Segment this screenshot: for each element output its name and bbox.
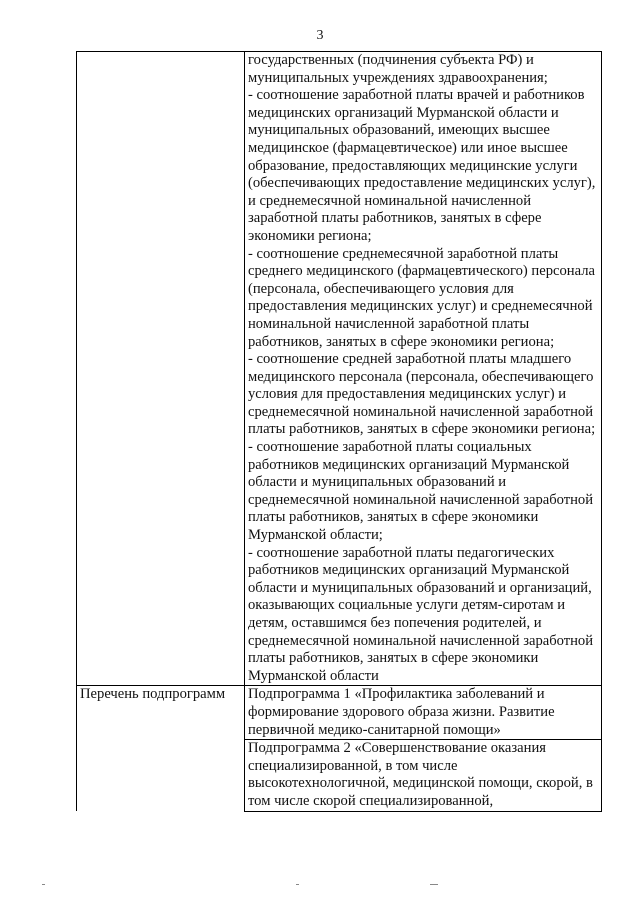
- paragraph: - соотношение заработной платы педагогических работников медицинских организаций Мурманской области и муниципальных образований и организаций, оказывающих социальные услуги детям-сиротам и детям, оставшимся без попечения родителей, и среднемесячной номинальной начисленной заработной платы работников, занятых в сфере экономики Мурманской области: [248, 544, 594, 684]
- scan-speck: [296, 884, 299, 885]
- paragraph: государственных (подчинения субъекта РФ) и муниципальных учреждениях здравоохранения;: [248, 52, 548, 86]
- row-content-cell: [245, 740, 602, 811]
- page-number: 3: [316, 28, 324, 43]
- paragraph: - соотношение заработной платы социальных работников медицинских организаций Мурманской области и муниципальных образований и среднемесячной номинальной начисленной заработной платы работников, занятых в сфере экономики Мурманской области;: [248, 439, 594, 544]
- paragraph: Подпрограмма 1 «Профилактика заболеваний и формирование здорового образа жизни. Развитие первичной медико-санитарной помощи»: [248, 686, 555, 738]
- row-content-cell: [245, 686, 602, 740]
- scan-speck: [430, 884, 438, 885]
- scan-speck: [42, 884, 45, 885]
- paragraph: Подпрограмма 2 «Совершенствование оказания специализированной, в том числе высокотехнологичной, медицинской помощи, скорой, в том числе скорой специализированной,: [248, 740, 593, 809]
- paragraph: - соотношение среднемесячной заработной платы среднего медицинского (фармацевтического) персонала (персонала, обеспечивающего условия для предоставления медицинских услуг) и среднемесячной номинальной начисленной заработной платы работников, занятых в сфере экономики региона;: [248, 245, 595, 350]
- scan-artifacts: [0, 884, 640, 894]
- row-content-cell: [245, 52, 602, 686]
- table-row: [77, 686, 602, 740]
- row-label-cell: [77, 52, 245, 686]
- passport-table: [76, 51, 602, 812]
- row-label-cell: Перечень подпрограмм: [77, 686, 245, 811]
- table-row: [77, 52, 602, 686]
- paragraph: - соотношение средней заработной платы младшего медицинского персонала (персонала, обеспечивающего условия для предоставления медицинских услуг) и среднемесячной номинальной начисленной заработной платы работников, занятых в сфере экономики региона;: [248, 351, 596, 438]
- paragraph: - соотношение заработной платы врачей и работников медицинских организаций Мурманской области и муниципальных образований, имеющих высшее медицинское (фармацевтическое) или иное высшее образование, предоставляющих медицинские услуги (обеспечивающих предоставление медицинских услуг), и среднемесячной номинальной начисленной заработной платы работников, занятых в сфере экономики региона;: [248, 87, 596, 244]
